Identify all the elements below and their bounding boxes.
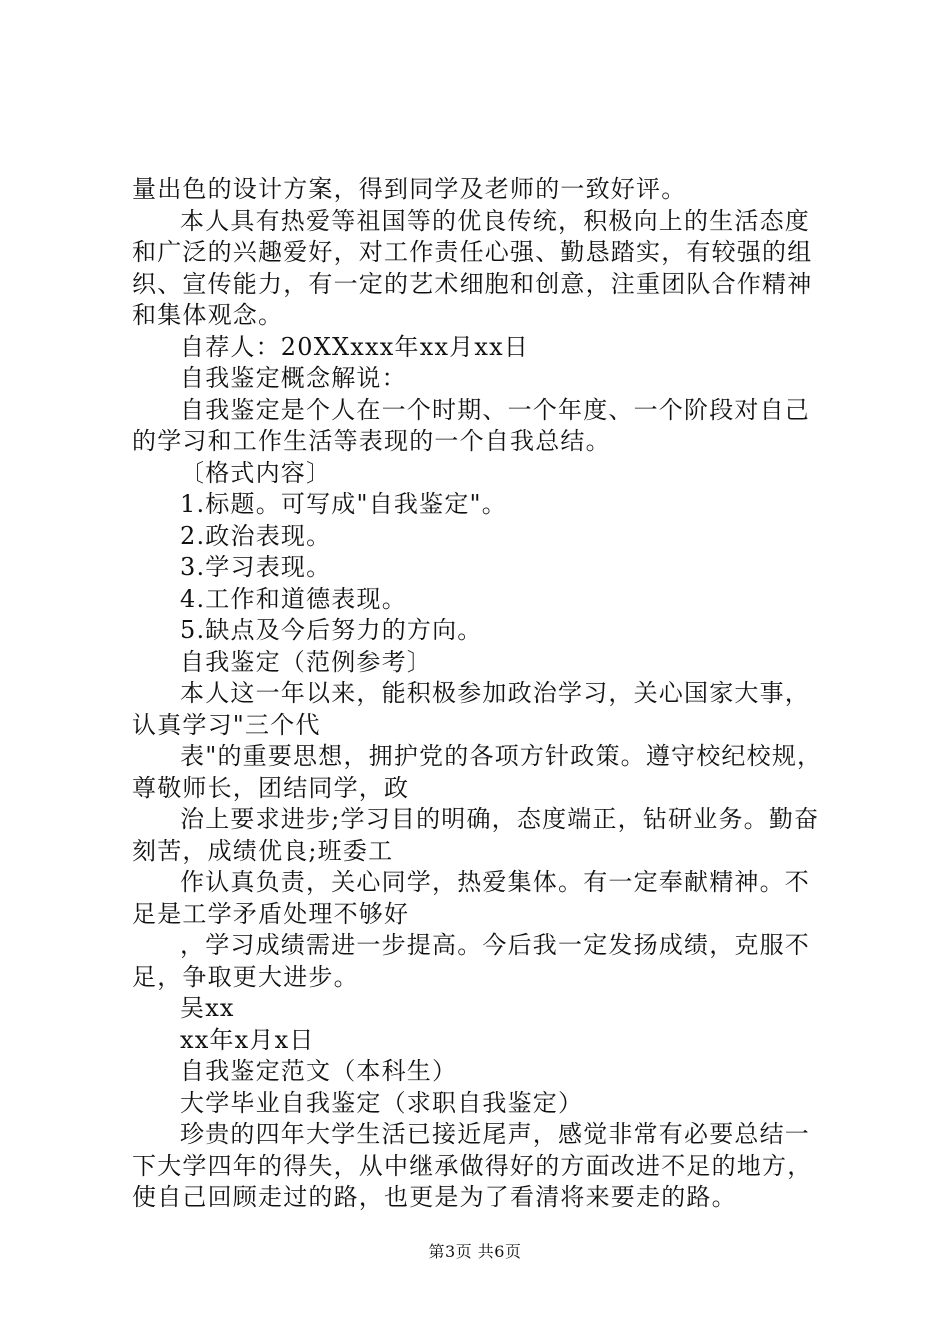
text-line: ，学习成绩需进一步提高。今后我一定发扬成绩，克服不 [180, 931, 810, 959]
text-line: 5.缺点及今后努力的方向。 [180, 616, 483, 644]
text-line: 自我鉴定概念解说： [180, 364, 407, 392]
text-line: 织、宣传能力，有一定的艺术细胞和创意，注重团队合作精神 [132, 269, 813, 298]
text-line: 2.政治表现。 [180, 521, 332, 550]
text-line: 足是工学矛盾处理不够好 [132, 899, 410, 928]
text-line: 自荐人：20XXxxx年xx月xx日 [180, 332, 530, 361]
text-line: 量出色的设计方案，得到同学及老师的一致好评。 [132, 175, 687, 203]
text-line: 尊敬师长，团结同学，政 [132, 773, 410, 802]
text-line: 治上要求进步;学习目的明确，态度端正，钻研业务。勤奋 [180, 805, 820, 833]
text-line: 大学毕业自我鉴定（求职自我鉴定） [180, 1088, 584, 1117]
text-line: xx年x月x日 [180, 1025, 315, 1054]
document-body [132, 174, 834, 1214]
text-line: 表"的重要思想，拥护党的各项方针政策。遵守校纪校规， [180, 742, 823, 770]
text-line: 本人具有热爱等祖国等的优良传统，积极向上的生活态度 [180, 206, 810, 235]
text-line: 自我鉴定是个人在一个时期、一个年度、一个阶段对自己 [180, 395, 810, 424]
text-line: 自我鉴定（范例参考〕 [180, 647, 432, 676]
text-line: 足，争取更大进步。 [132, 962, 359, 991]
text-line: 本人这一年以来，能积极参加政治学习，关心国家大事， [180, 679, 810, 707]
text-line: 的学习和工作生活等表现的一个自我总结。 [132, 427, 611, 455]
text-line: 自我鉴定范文（本科生） [180, 1057, 458, 1085]
text-line: 4.工作和道德表现。 [180, 584, 407, 613]
text-line: 使自己回顾走过的路，也更是为了看清将来要走的路。 [132, 1183, 737, 1211]
text-line: 下大学四年的得失，从中继承做得好的方面改进不足的地方， [132, 1151, 813, 1180]
text-line: 认真学习"三个代 [132, 710, 321, 739]
text-line: 和广泛的兴趣爱好，对工作责任心强、勤恳踏实，有较强的组 [132, 238, 813, 266]
page-footer: 第3页 共6页 [428, 1242, 522, 1261]
text-line: 作认真负责，关心同学，热爱集体。有一定奉献精神。不 [180, 868, 810, 896]
text-line: 刻苦，成绩优良;班委工 [132, 836, 394, 865]
text-line: 和集体观念。 [132, 301, 284, 329]
text-line: 〔格式内容〕 [180, 458, 332, 487]
text-line: 1.标题。可写成"自我鉴定"。 [180, 490, 507, 518]
text-line: 珍贵的四年大学生活已接近尾声，感觉非常有必要总结一 [180, 1120, 810, 1148]
text-line: 吴xx [180, 994, 235, 1022]
text-line: 3.学习表现。 [180, 553, 332, 581]
